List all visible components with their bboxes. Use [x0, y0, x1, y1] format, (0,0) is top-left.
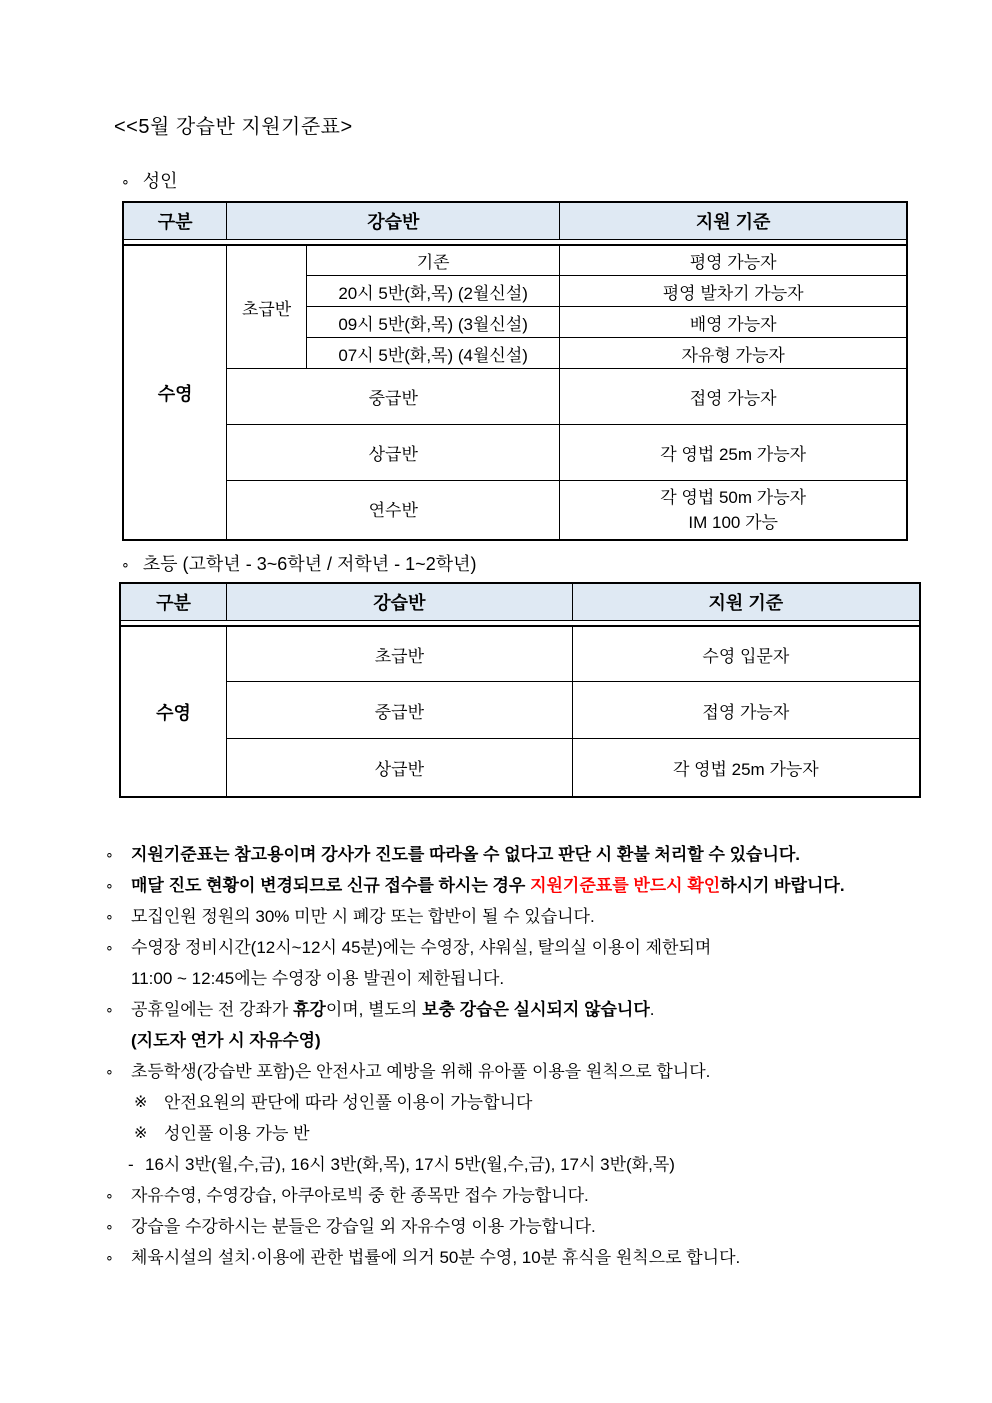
adult-criteria-table: [122, 201, 908, 541]
bullet-icon: ∘: [105, 1001, 114, 1017]
note-text: 보충 강습은 실시되지 않습니다: [422, 1000, 650, 1019]
table-cell: 각 영법 50m 가능자 IM 100 가능: [660, 488, 807, 532]
note-text: 자유수영, 수영강습, 아쿠아로빅 중 한 종목만 접수 가능합니다.: [131, 1186, 589, 1205]
note-text: 하시기 바랍니다.: [720, 876, 845, 895]
table-cell: 중급반: [227, 369, 560, 425]
bullet-icon: ∘: [105, 846, 114, 862]
table-cell: 각 영법 25m 가능자: [672, 760, 819, 779]
note-text: 지원기준표는 참고용이며 강사가 진도를 따라올 수 없다고 판단 시 환불 처리할 수 있습니다.: [131, 845, 801, 864]
table-row: [124, 244, 906, 276]
table-row: [121, 625, 919, 682]
column-header: 지원 기준: [573, 584, 919, 621]
note-item: [100, 870, 950, 901]
note-item: [100, 994, 950, 1025]
note-text: 11:00 ~ 12:45에는 수영장 이용 발권이 제한됩니다.: [131, 969, 505, 988]
note-text: 매달 진도 현황이 변경되므로 신규 접수를 하시는 경우: [131, 876, 531, 895]
note-text: 초등학생(강습반 포함)은 안전사고 예방을 위해 유아풀 이용을 원칙으로 합니다.: [131, 1062, 711, 1081]
note-text: 16시 3반(월,수,금), 16시 3반(화,목), 17시 5반(월,수,금), 17시 3반(화,목): [145, 1155, 675, 1174]
note-text: 휴강: [292, 1000, 326, 1019]
table-cell: 상급반: [227, 739, 573, 796]
section-bullet-icon: ∘: [121, 556, 130, 572]
note-item: [100, 1025, 950, 1056]
table-cell: 수영: [121, 625, 227, 796]
note-text: 수영장 정비시간(12시~12시 45분)에는 수영장, 샤워실, 탈의실 이용이 제한되며: [131, 938, 712, 957]
table-cell: 초급반: [227, 625, 573, 682]
table-cell: 중급반: [227, 682, 573, 739]
table-row: [121, 739, 919, 796]
table-cell: 배영 가능자: [560, 307, 906, 338]
note-text: 체육시설의 설치·이용에 관한 법률에 의거 50분 수영, 10분 휴식을 원칙으로 합니다.: [131, 1248, 741, 1267]
table-cell: 접영 가능자: [560, 369, 906, 425]
note-text: 이며, 별도의: [325, 1000, 423, 1019]
note-text-highlight: 지원기준표를 반드시 확인: [530, 876, 721, 895]
note-item: [100, 839, 950, 870]
note-item: [100, 1118, 950, 1149]
column-header: 구분: [124, 203, 227, 240]
table-cell: 수영: [124, 244, 227, 539]
table-cell: 자유형 가능자: [560, 338, 906, 369]
table-cell: 20시 5반(화,목) (2월신설): [307, 276, 560, 307]
note-text: 강습을 수강하시는 분들은 강습일 외 자유수영 이용 가능합니다.: [131, 1217, 596, 1236]
adult-table: [124, 203, 906, 539]
note-text: 공휴일에는 전 강좌가: [131, 1000, 293, 1019]
note-item: [100, 1180, 950, 1211]
note-item: [100, 901, 950, 932]
section-elementary-label: 초등 (고학년 - 3~6학년 / 저학년 - 1~2학년): [142, 554, 477, 574]
table-cell: 기존: [307, 244, 560, 276]
page-title: <<5월 강습반 지원기준표>: [114, 116, 353, 138]
section-elementary: [121, 550, 476, 576]
column-header: 강습반: [227, 203, 560, 240]
table-cell: 각 영법 25m 가능자: [560, 425, 906, 481]
elementary-table: [121, 584, 919, 796]
section-adult-label: 성인: [142, 171, 178, 191]
column-header: 강습반: [227, 584, 573, 621]
table-row: [124, 481, 906, 539]
bullet-icon: ∘: [105, 1187, 114, 1203]
bullet-icon: ∘: [105, 1249, 114, 1265]
table-row: [121, 682, 919, 739]
table-cell: 평영 발차기 가능자: [560, 276, 906, 307]
elementary-criteria-table: [119, 582, 921, 798]
table-cell: 07시 5반(화,목) (4월신설): [307, 338, 560, 369]
note-item: [100, 1087, 950, 1118]
note-text: 성인풀 이용 가능 반: [164, 1124, 310, 1143]
notes-list: [100, 839, 950, 1273]
column-header: 지원 기준: [560, 203, 906, 240]
note-text: (지도자 연가 시 자유수영): [131, 1031, 321, 1050]
section-adult: [121, 167, 178, 193]
bullet-icon: ∘: [105, 1063, 114, 1079]
bullet-icon: ∘: [105, 1218, 114, 1234]
table-row: [124, 369, 906, 425]
note-item: [100, 1242, 950, 1273]
dash-icon: -: [128, 1155, 134, 1174]
note-item: [100, 1211, 950, 1242]
bullet-icon: ∘: [105, 877, 114, 893]
note-item: [100, 963, 950, 994]
table-cell: 09시 5반(화,목) (3월신설): [307, 307, 560, 338]
bullet-icon: ∘: [105, 908, 114, 924]
reference-mark-icon: ※: [134, 1094, 148, 1111]
table-cell: 접영 가능자: [573, 682, 919, 739]
reference-mark-icon: ※: [134, 1125, 148, 1142]
note-item: [100, 932, 950, 963]
note-item: [100, 1056, 950, 1087]
table-cell: 상급반: [227, 425, 560, 481]
note-text: 안전요원의 판단에 따라 성인풀 이용이 가능합니다: [164, 1093, 533, 1112]
column-header: 구분: [121, 584, 227, 621]
table-cell: 초급반: [227, 244, 307, 369]
table-header-row: [124, 203, 906, 240]
table-cell: 평영 가능자: [560, 244, 906, 276]
note-text: 모집인원 정원의 30% 미만 시 폐강 또는 합반이 될 수 있습니다.: [131, 907, 595, 926]
note-item: [100, 1149, 950, 1180]
table-header-row: [121, 584, 919, 621]
note-text: .: [649, 1000, 655, 1019]
table-cell: 수영 입문자: [573, 625, 919, 682]
section-bullet-icon: ∘: [121, 173, 130, 189]
bullet-icon: ∘: [105, 939, 114, 955]
table-cell: 연수반: [227, 481, 560, 539]
table-row: [124, 425, 906, 481]
